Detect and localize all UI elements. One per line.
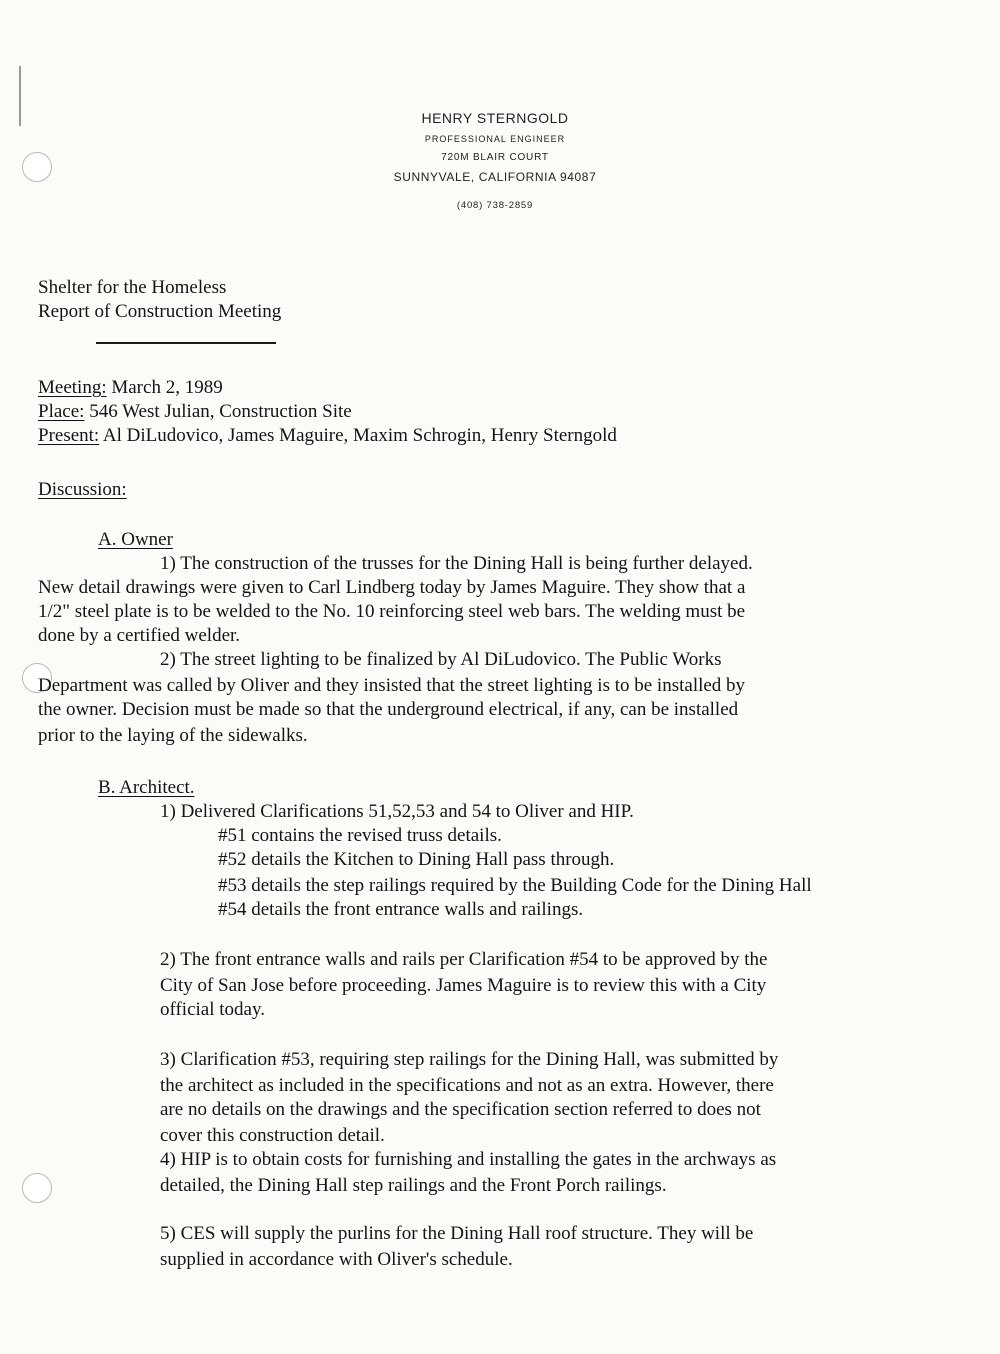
owner-item2-line: prior to the laying of the sidewalks. [38,725,308,746]
meeting-label: Meeting: [38,377,107,398]
owner-item1-line: New detail drawings were given to Carl Lindberg today by James Maguire. They show that a [38,577,746,598]
meeting-row [38,376,223,400]
heading-divider [96,342,276,344]
present-label: Present: [38,425,100,446]
owner-item1-line: 1) The construction of the trusses for the Dining Hall is being further delayed. [160,553,753,574]
owner-item1-line: done by a certified welder. [38,625,241,646]
architect-item3-line: are no details on the drawings and the specification section referred to does not [160,1099,761,1120]
architect-item3-line: cover this construction detail. [160,1125,385,1146]
owner-item2-line: Department was called by Oliver and they insisted that the street lighting is to be installed by [38,675,746,696]
clarification-item: #51 contains the revised truss details. [218,825,502,846]
architect-item4-line: detailed, the Dining Hall step railings and the Front Porch railings. [160,1175,667,1196]
place-label: Place: [38,401,85,422]
doc-heading-line1: Shelter for the Homeless [38,277,227,298]
owner-item1-line: 1/2" steel plate is to be welded to the No. 10 reinforcing steel web bars. The welding must be [38,601,746,622]
owner-heading: A. Owner [98,529,173,550]
architect-heading: B. Architect. [98,777,195,798]
clarification-item: #52 details the Kitchen to Dining Hall pass through. [218,849,615,870]
letterhead-title: PROFESSIONAL ENGINEER [424,134,566,144]
binder-hole-top [22,152,52,182]
owner-item2-line: the owner. Decision must be made so that the underground electrical, if any, can be installed [38,699,739,720]
architect-item2-line: City of San Jose before proceeding. James Maguire is to review this with a City [160,975,767,996]
architect-item1: 1) Delivered Clarifications 51,52,53 and 54 to Oliver and HIP. [160,801,634,822]
letterhead-city: SUNNYVALE, CALIFORNIA 94087 [393,170,597,184]
present-row [38,424,617,448]
binder-hole-bottom [22,1173,52,1203]
owner-item2-line: 2) The street lighting to be finalized by Al DiLudovico. The Public Works [160,649,722,670]
place-row [38,400,352,424]
architect-item2-line: official today. [160,999,265,1020]
architect-item3-line: the architect as included in the specifications and not as an extra. However, there [160,1075,774,1096]
architect-item3-line: 3) Clarification #53, requiring step railings for the Dining Hall, was submitted by [160,1049,779,1070]
clarification-item: #54 details the front entrance walls and railings. [218,899,584,920]
architect-item5-line: 5) CES will supply the purlins for the Dining Hall roof structure. They will be [160,1223,754,1244]
letterhead-phone: (408) 738-2859 [456,200,534,211]
meeting-date: March 2, 1989 [111,377,223,398]
place-value: 546 West Julian, Construction Site [89,401,352,422]
architect-item5-line: supplied in accordance with Oliver's schedule. [160,1249,513,1270]
clarification-item: #53 details the step railings required by the Building Code for the Dining Hall [218,875,812,896]
letterhead-street: 720M BLAIR COURT [441,152,549,163]
present-value: Al DiLudovico, James Maguire, Maxim Schrogin, Henry Sterngold [102,425,617,446]
doc-heading-line2: Report of Construction Meeting [38,301,282,322]
edge-mark [19,66,21,126]
architect-item4-line: 4) HIP is to obtain costs for furnishing and installing the gates in the archways as [160,1149,777,1170]
discussion-label: Discussion: [38,479,127,500]
letterhead-name: HENRY STERNGOLD [421,110,569,126]
architect-item2-line: 2) The front entrance walls and rails per Clarification #54 to be approved by the [160,949,768,970]
